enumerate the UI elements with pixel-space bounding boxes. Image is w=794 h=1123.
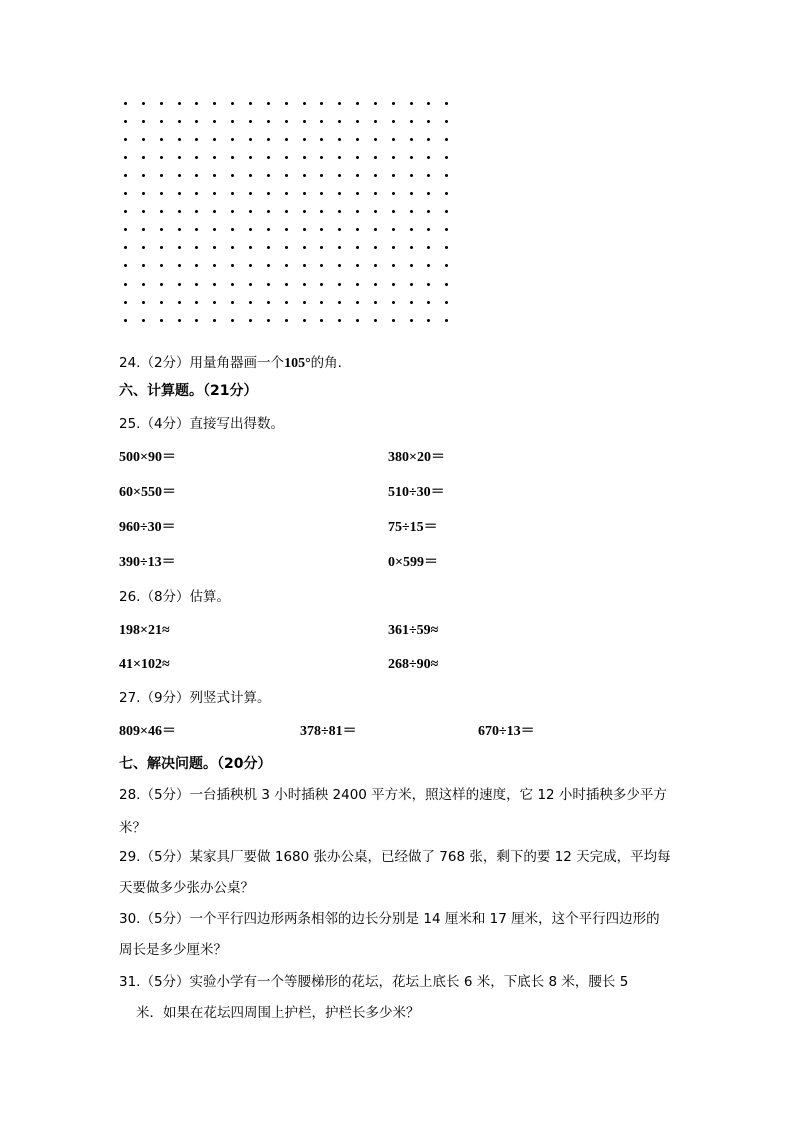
grid-dot xyxy=(303,138,306,141)
grid-dot xyxy=(427,156,430,159)
grid-dot xyxy=(178,301,181,304)
grid-dot xyxy=(195,301,198,304)
grid-dot xyxy=(374,138,377,141)
grid-dot xyxy=(410,210,413,213)
grid-dot xyxy=(267,174,270,177)
grid-dot xyxy=(142,210,145,213)
grid-dot xyxy=(374,156,377,159)
grid-dot xyxy=(142,120,145,123)
grid-dot xyxy=(303,228,306,231)
grid-dot xyxy=(213,228,216,231)
grid-dot xyxy=(303,301,306,304)
grid-dot xyxy=(231,120,234,123)
grid-dot xyxy=(142,301,145,304)
grid-dot xyxy=(267,138,270,141)
grid-dot xyxy=(195,156,198,159)
grid-dot xyxy=(374,319,377,322)
grid-dot xyxy=(178,138,181,141)
grid-dot xyxy=(392,156,395,159)
grid-dot xyxy=(124,102,127,105)
grid-dot xyxy=(231,228,234,231)
calc-item: 75÷15＝ xyxy=(388,520,438,535)
grid-dot xyxy=(427,120,430,123)
grid-dot xyxy=(142,138,145,141)
grid-dot xyxy=(320,156,323,159)
grid-dot xyxy=(213,174,216,177)
estimate-item: 361÷59≈ xyxy=(388,623,439,638)
grid-dot xyxy=(267,301,270,304)
grid-dot xyxy=(356,138,359,141)
grid-dot xyxy=(445,192,448,195)
grid-dot xyxy=(231,246,234,249)
grid-dot xyxy=(142,228,145,231)
grid-dot xyxy=(213,246,216,249)
grid-dot xyxy=(195,138,198,141)
grid-dot xyxy=(124,156,127,159)
vertical-calc-item: 670÷13＝ xyxy=(478,724,535,739)
grid-dot xyxy=(231,156,234,159)
grid-dot xyxy=(356,264,359,267)
grid-dot xyxy=(124,192,127,195)
grid-dot xyxy=(231,192,234,195)
grid-dot xyxy=(427,319,430,322)
grid-dot xyxy=(285,283,288,286)
grid-dot xyxy=(249,264,252,267)
grid-dot xyxy=(249,228,252,231)
grid-dot xyxy=(160,120,163,123)
grid-dot xyxy=(374,283,377,286)
grid-dot xyxy=(160,246,163,249)
grid-dot xyxy=(427,301,430,304)
grid-dot xyxy=(445,228,448,231)
grid-dot xyxy=(213,192,216,195)
grid-dot xyxy=(178,210,181,213)
grid-dot xyxy=(267,319,270,322)
grid-dot xyxy=(231,301,234,304)
grid-dot xyxy=(249,246,252,249)
grid-dot xyxy=(285,102,288,105)
grid-dot xyxy=(142,264,145,267)
grid-dot xyxy=(338,120,341,123)
grid-dot xyxy=(267,264,270,267)
grid-dot xyxy=(267,192,270,195)
grid-dot xyxy=(213,120,216,123)
grid-dot xyxy=(356,319,359,322)
grid-dot xyxy=(356,210,359,213)
grid-dot xyxy=(445,283,448,286)
grid-dot xyxy=(356,301,359,304)
grid-dot xyxy=(249,102,252,105)
grid-dot xyxy=(124,120,127,123)
calc-item: 60×550＝ xyxy=(119,485,176,500)
question-27-title: 27.（9分）列竖式计算。 xyxy=(119,690,271,706)
grid-dot xyxy=(285,210,288,213)
grid-dot xyxy=(374,174,377,177)
calc-item: 380×20＝ xyxy=(388,450,445,465)
grid-dot xyxy=(285,264,288,267)
grid-dot xyxy=(374,210,377,213)
grid-dot xyxy=(178,283,181,286)
grid-dot xyxy=(178,192,181,195)
grid-dot xyxy=(213,156,216,159)
grid-dot xyxy=(303,156,306,159)
grid-dot xyxy=(356,120,359,123)
grid-dot xyxy=(160,174,163,177)
grid-dot xyxy=(410,174,413,177)
question-30-line2: 周长是多少厘米？ xyxy=(119,942,227,958)
grid-dot xyxy=(356,156,359,159)
grid-dot xyxy=(410,120,413,123)
grid-dot xyxy=(249,120,252,123)
grid-dot xyxy=(249,301,252,304)
grid-dot xyxy=(231,283,234,286)
grid-dot xyxy=(392,138,395,141)
grid-dot xyxy=(303,102,306,105)
grid-dot xyxy=(445,264,448,267)
grid-dot xyxy=(195,228,198,231)
grid-dot xyxy=(445,246,448,249)
grid-dot xyxy=(267,120,270,123)
grid-dot xyxy=(160,156,163,159)
grid-dot xyxy=(445,319,448,322)
grid-dot xyxy=(445,156,448,159)
grid-dot xyxy=(231,174,234,177)
question-31-line1: 31.（5分）实验小学有一个等腰梯形的花坛，花坛上底长 6 米，下底长 8 米，腰长 5 xyxy=(119,974,629,990)
grid-dot xyxy=(195,210,198,213)
grid-dot xyxy=(231,264,234,267)
grid-dot xyxy=(427,192,430,195)
vertical-calc-item: 378÷81＝ xyxy=(300,724,357,739)
estimate-item: 268÷90≈ xyxy=(388,657,439,672)
grid-dot xyxy=(178,246,181,249)
grid-dot xyxy=(338,138,341,141)
q24-text: 24.（2分）用量角器画一个 xyxy=(119,355,285,371)
grid-dot xyxy=(178,120,181,123)
grid-dot xyxy=(249,319,252,322)
grid-dot xyxy=(392,102,395,105)
grid-dot xyxy=(213,283,216,286)
grid-dot xyxy=(320,120,323,123)
grid-dot xyxy=(320,102,323,105)
grid-dot xyxy=(303,120,306,123)
grid-dot xyxy=(195,120,198,123)
grid-dot xyxy=(320,319,323,322)
grid-dot xyxy=(445,210,448,213)
grid-dot xyxy=(160,264,163,267)
grid-dot xyxy=(178,264,181,267)
grid-dot xyxy=(213,264,216,267)
question-31-line2: 米．如果在花坛四周围上护栏，护栏长多少米？ xyxy=(136,1005,420,1021)
grid-dot xyxy=(445,301,448,304)
grid-dot xyxy=(142,174,145,177)
grid-dot xyxy=(231,210,234,213)
grid-dot xyxy=(338,210,341,213)
question-29-line1: 29.（5分）某家具厂要做 1680 张办公桌，已经做了 768 张，剩下的要 12 天完成，平均每 xyxy=(119,849,671,865)
grid-dot xyxy=(142,283,145,286)
grid-dot xyxy=(320,283,323,286)
grid-dot xyxy=(160,210,163,213)
question-28-line2: 米？ xyxy=(119,820,146,836)
grid-dot xyxy=(124,246,127,249)
grid-dot xyxy=(303,264,306,267)
question-24 xyxy=(119,355,342,372)
grid-dot xyxy=(178,228,181,231)
grid-dot xyxy=(303,174,306,177)
q24-angle: 105° xyxy=(284,356,311,371)
calc-item: 0×599＝ xyxy=(388,555,438,570)
grid-dot xyxy=(249,156,252,159)
grid-dot xyxy=(195,283,198,286)
grid-dot xyxy=(285,156,288,159)
grid-dot xyxy=(445,174,448,177)
grid-dot xyxy=(303,246,306,249)
grid-dot xyxy=(124,138,127,141)
grid-dot xyxy=(392,301,395,304)
grid-dot xyxy=(160,319,163,322)
grid-dot xyxy=(285,192,288,195)
grid-dot xyxy=(410,102,413,105)
grid-dot xyxy=(410,138,413,141)
grid-dot xyxy=(445,120,448,123)
grid-dot xyxy=(213,138,216,141)
grid-dot xyxy=(410,192,413,195)
grid-dot xyxy=(320,192,323,195)
grid-dot xyxy=(374,192,377,195)
grid-dot xyxy=(124,228,127,231)
grid-dot xyxy=(410,156,413,159)
grid-dot xyxy=(267,228,270,231)
grid-dot xyxy=(178,102,181,105)
grid-dot xyxy=(392,246,395,249)
grid-dot xyxy=(124,301,127,304)
grid-dot xyxy=(231,138,234,141)
grid-dot xyxy=(392,174,395,177)
grid-dot xyxy=(213,319,216,322)
grid-dot xyxy=(213,301,216,304)
grid-dot xyxy=(160,102,163,105)
grid-dot xyxy=(142,319,145,322)
grid-dot xyxy=(320,174,323,177)
grid-dot xyxy=(195,246,198,249)
grid-dot xyxy=(356,246,359,249)
grid-dot xyxy=(142,102,145,105)
question-26-title: 26.（8分）估算。 xyxy=(119,589,231,605)
estimate-item: 41×102≈ xyxy=(119,657,170,672)
grid-dot xyxy=(320,138,323,141)
grid-dot xyxy=(178,174,181,177)
grid-dot xyxy=(195,264,198,267)
grid-dot xyxy=(374,301,377,304)
grid-dot xyxy=(427,246,430,249)
grid-dot xyxy=(213,102,216,105)
grid-dot xyxy=(374,120,377,123)
grid-dot xyxy=(392,192,395,195)
grid-dot xyxy=(320,264,323,267)
grid-dot xyxy=(427,264,430,267)
grid-dot xyxy=(338,301,341,304)
grid-dot xyxy=(285,301,288,304)
grid-dot xyxy=(427,102,430,105)
grid-dot xyxy=(356,228,359,231)
grid-dot xyxy=(160,138,163,141)
estimate-item: 198×21≈ xyxy=(119,623,170,638)
calc-item: 390÷13＝ xyxy=(119,555,176,570)
grid-dot xyxy=(427,138,430,141)
grid-dot xyxy=(285,319,288,322)
grid-dot xyxy=(392,120,395,123)
grid-dot xyxy=(249,210,252,213)
grid-dot xyxy=(320,228,323,231)
grid-dot xyxy=(356,283,359,286)
grid-dot xyxy=(374,228,377,231)
grid-dot xyxy=(249,138,252,141)
question-25-title: 25.（4分）直接写出得数。 xyxy=(119,416,285,432)
grid-dot xyxy=(142,156,145,159)
grid-dot xyxy=(427,283,430,286)
grid-dot xyxy=(195,174,198,177)
grid-dot xyxy=(410,319,413,322)
grid-dot xyxy=(410,301,413,304)
grid-dot xyxy=(124,264,127,267)
grid-dot xyxy=(356,174,359,177)
grid-dot xyxy=(427,228,430,231)
grid-dot xyxy=(285,120,288,123)
grid-dot xyxy=(267,102,270,105)
grid-dot xyxy=(356,192,359,195)
grid-dot xyxy=(285,246,288,249)
grid-dot xyxy=(410,228,413,231)
grid-dot xyxy=(267,283,270,286)
calc-item: 510÷30＝ xyxy=(388,485,445,500)
grid-dot xyxy=(160,228,163,231)
grid-dot xyxy=(303,283,306,286)
grid-dot xyxy=(320,210,323,213)
section-7-heading: 七、解决问题。（20分） xyxy=(119,756,272,772)
grid-dot xyxy=(427,210,430,213)
grid-dot xyxy=(338,156,341,159)
grid-dot xyxy=(410,264,413,267)
grid-dot xyxy=(195,192,198,195)
q24-suffix: 的角. xyxy=(310,355,342,371)
grid-dot xyxy=(231,319,234,322)
question-30-line1: 30.（5分）一个平行四边形两条相邻的边长分别是 14 厘米和 17 厘米，这个平行四边形的 xyxy=(119,911,660,927)
grid-dot xyxy=(320,301,323,304)
grid-dot xyxy=(392,283,395,286)
grid-dot xyxy=(142,246,145,249)
grid-dot xyxy=(124,319,127,322)
grid-dot xyxy=(374,102,377,105)
grid-dot xyxy=(427,174,430,177)
calc-item: 960÷30＝ xyxy=(119,520,176,535)
grid-dot xyxy=(195,319,198,322)
grid-dot xyxy=(445,138,448,141)
grid-dot xyxy=(160,192,163,195)
grid-dot xyxy=(338,319,341,322)
grid-dot xyxy=(160,283,163,286)
grid-dot xyxy=(124,283,127,286)
grid-dot xyxy=(338,283,341,286)
grid-dot xyxy=(410,246,413,249)
calc-item: 500×90＝ xyxy=(119,450,176,465)
grid-dot xyxy=(320,246,323,249)
grid-dot xyxy=(249,174,252,177)
grid-dot xyxy=(392,210,395,213)
grid-dot xyxy=(338,102,341,105)
grid-dot xyxy=(231,102,234,105)
grid-dot xyxy=(178,156,181,159)
grid-dot xyxy=(124,210,127,213)
grid-dot xyxy=(249,192,252,195)
grid-dot xyxy=(392,319,395,322)
grid-dot xyxy=(267,156,270,159)
grid-dot xyxy=(213,210,216,213)
grid-dot xyxy=(285,228,288,231)
grid-dot xyxy=(267,246,270,249)
grid-dot xyxy=(303,319,306,322)
grid-dot xyxy=(303,210,306,213)
grid-dot xyxy=(356,102,359,105)
grid-dot xyxy=(392,228,395,231)
grid-dot xyxy=(303,192,306,195)
grid-dot xyxy=(374,264,377,267)
grid-dot xyxy=(338,228,341,231)
grid-dot xyxy=(178,319,181,322)
section-6-heading: 六、计算题。（21分） xyxy=(119,383,258,399)
grid-dot xyxy=(392,264,395,267)
question-28-line1: 28.（5分）一台插秧机 3 小时插秧 2400 平方米，照这样的速度，它 12 小时插秧多少平方 xyxy=(119,787,667,803)
grid-dot xyxy=(142,192,145,195)
grid-dot xyxy=(124,174,127,177)
grid-dot xyxy=(338,246,341,249)
grid-dot xyxy=(285,174,288,177)
grid-dot xyxy=(338,192,341,195)
grid-dot xyxy=(195,102,198,105)
grid-dot xyxy=(338,264,341,267)
question-29-line2: 天要做多少张办公桌？ xyxy=(119,880,254,896)
grid-dot xyxy=(267,210,270,213)
grid-dot xyxy=(374,246,377,249)
grid-dot xyxy=(249,283,252,286)
vertical-calc-item: 809×46＝ xyxy=(119,724,176,739)
grid-dot xyxy=(338,174,341,177)
grid-dot xyxy=(445,102,448,105)
grid-dot xyxy=(410,283,413,286)
grid-dot xyxy=(160,301,163,304)
grid-dot xyxy=(285,138,288,141)
